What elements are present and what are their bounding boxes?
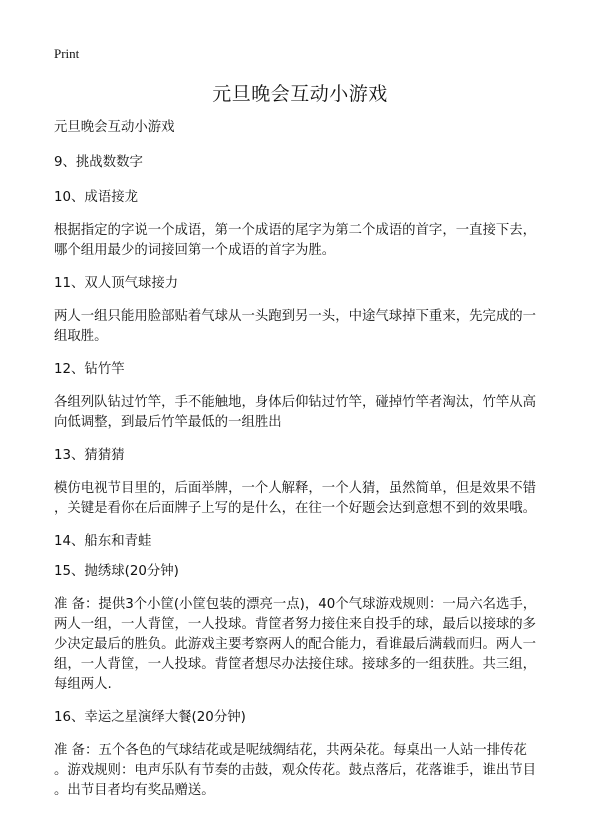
document-body <box>54 118 554 801</box>
item-13-desc-line: 模仿电视节目里的，后面举牌，一个人解释，一个人猜，虽然简单，但是效果不错 <box>54 481 537 496</box>
item-11-desc-line: 组取胜。 <box>54 329 108 344</box>
item-12-desc-line: 向低调整，到最后竹竿最低的一组胜出 <box>54 415 282 430</box>
item-10-desc-line: 哪个组用最少的词接回第一个成语的首字为胜。 <box>54 243 336 258</box>
item-15-heading: 15、抛绣球(20分钟) <box>54 564 179 579</box>
item-16-desc-line: 准 备：五个各色的气球结花或是呢绒绸结花，共两朵花。每桌出一人站一排传花 <box>54 743 527 758</box>
item-14-heading: 14、船东和青蛙 <box>54 534 152 549</box>
page-title: 元旦晚会互动小游戏 <box>212 83 388 105</box>
item-11-heading: 11、双人顶气球接力 <box>54 276 179 291</box>
item-10-desc-line: 根据指定的字说一个成语，第一个成语的尾字为第二个成语的首字，一直接下去， <box>54 223 537 238</box>
item-16-desc-line: 。游戏规则：电声乐队有节奏的击鼓，观众传花。鼓点落后，花落谁手，谁出节目 <box>54 763 537 778</box>
item-13-heading: 13、猜猜猜 <box>54 448 125 463</box>
item-15-desc-line: 组，一人背筐，一人投球。背筐者想尽办法接住球。接球多的一组获胜。共三组， <box>54 657 537 672</box>
item-12-desc-line: 各组列队钻过竹竿，手不能触地，身体后仰钻过竹竿，碰掉竹竿者淘汰，竹竿从高 <box>54 395 537 410</box>
item-11-desc-line: 两人一组只能用脸部贴着气球从一头跑到另一头，中途气球掉下重来，先完成的一 <box>54 309 537 324</box>
subtitle: 元旦晚会互动小游戏 <box>54 120 175 135</box>
item-15-desc-line: 两人一组，一人背筐，一人投球。背筐者努力接住来自投手的球，最后以接球的多 <box>54 617 537 632</box>
item-15-desc-line: 少决定最后的胜负。此游戏主要考察两人的配合能力，看谁最后满载而归。两人一 <box>54 637 537 652</box>
item-15-desc-line: 准 备：提供3个小筐(小筐包装的漂亮一点)，40个气球游戏规则：一局六名选手， <box>54 597 537 612</box>
print-link[interactable]: Print <box>54 46 80 61</box>
item-16-heading: 16、幸运之星演绎大餐(20分钟) <box>54 710 246 725</box>
item-16-desc-line: 。出节目者均有奖品赠送。 <box>54 783 215 798</box>
item-10-heading: 10、成语接龙 <box>54 190 138 205</box>
item-13-desc-line: ，关键是看你在后面牌子上写的是什么，在往一个好题会达到意想不到的效果哦。 <box>54 501 537 516</box>
item-9-heading: 9、挑战数数字 <box>54 155 143 170</box>
item-12-heading: 12、钻竹竿 <box>54 362 125 377</box>
item-15-desc-line: 每组两人. <box>54 677 112 692</box>
